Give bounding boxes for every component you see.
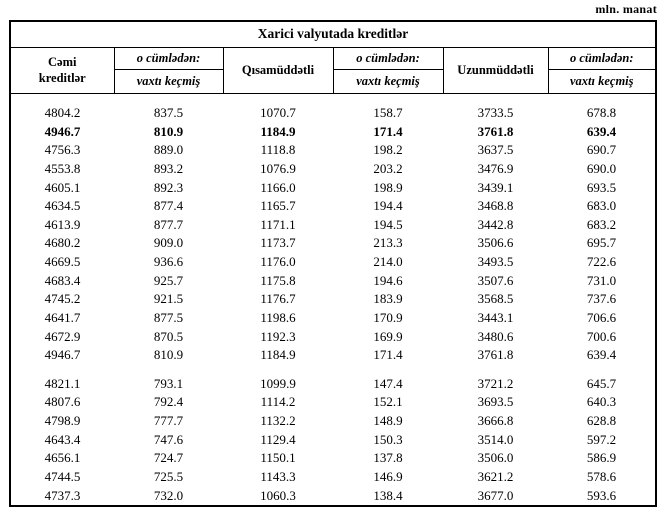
- table-cell: 747.6: [153, 431, 184, 447]
- table-cell: 4744.5: [44, 468, 81, 484]
- table-cell: 690.7: [586, 142, 617, 158]
- table-cell: 737.6: [586, 291, 617, 307]
- table-cell: 171.4: [373, 347, 403, 363]
- table-row: [11, 487, 655, 506]
- table-cell: 4804.2: [44, 105, 81, 120]
- table-cell: 4737.3: [44, 487, 81, 503]
- table-cell: 3476.9: [477, 160, 514, 176]
- table-cell: 628.8: [586, 413, 617, 428]
- table-row: [11, 393, 655, 412]
- table-cell: 4669.5: [44, 254, 81, 269]
- table-cell: 889.0: [153, 142, 184, 158]
- table-cell: 1184.9: [260, 123, 296, 139]
- column-header-overdue-2-top: o cümlədən:: [333, 48, 443, 70]
- table-cell: 3761.8: [477, 347, 514, 363]
- table-cell: 3621.2: [477, 468, 514, 484]
- table-row: [11, 141, 655, 160]
- table-cell: 214.0: [373, 254, 403, 269]
- table-cell: 4605.1: [44, 179, 81, 195]
- spacer-cell: [11, 94, 655, 104]
- spacer-cell: [11, 365, 655, 375]
- table-cell: 695.7: [586, 235, 617, 251]
- table-row: [11, 375, 655, 394]
- table-cell: 870.5: [153, 328, 184, 344]
- table-cell: 593.6: [586, 487, 617, 503]
- table-cell: 1132.2: [260, 413, 296, 428]
- column-header-longterm: Uzunmüddətli: [443, 48, 548, 93]
- table-cell: 4613.9: [44, 216, 81, 232]
- table-cell: 1176.7: [260, 291, 296, 307]
- column-header-total: [11, 48, 114, 93]
- table-cell: 1129.4: [260, 431, 296, 447]
- table-cell: 3693.5: [477, 394, 514, 410]
- table-cell: 170.9: [373, 309, 403, 325]
- table-cell: 3480.6: [477, 328, 514, 344]
- table-cell: 3439.1: [477, 179, 514, 195]
- column-header-overdue-1-bot: vaxtı keçmiş: [114, 70, 223, 94]
- table-cell: 198.2: [373, 142, 403, 158]
- table-cell: 1198.6: [260, 309, 296, 325]
- column-header-overdue-1-top: o cümlədən:: [114, 48, 223, 70]
- table-row: [11, 309, 655, 328]
- table-cell: 4756.3: [44, 142, 81, 158]
- table-row: [11, 253, 655, 272]
- table-cell: 837.5: [153, 105, 184, 120]
- table-cell: 3507.6: [477, 272, 514, 288]
- table-row: [11, 197, 655, 216]
- header-table: [11, 48, 655, 93]
- table-cell: 578.6: [586, 468, 617, 484]
- table-cell: 1118.8: [260, 142, 296, 158]
- table-cell: 152.1: [373, 394, 403, 410]
- table-cell: 732.0: [153, 487, 184, 503]
- table-cell: 690.0: [586, 160, 617, 176]
- table-cell: 3506.6: [477, 235, 514, 251]
- table-cell: 1076.9: [260, 160, 296, 176]
- table-cell: 678.8: [586, 105, 617, 120]
- table-cell: 1150.1: [260, 450, 296, 466]
- table-cell: 909.0: [153, 235, 184, 251]
- table-cell: 1060.3: [260, 487, 296, 503]
- table-cell: 725.5: [153, 468, 184, 484]
- table-cell: 4745.2: [44, 291, 81, 307]
- table-cell: 203.2: [373, 160, 403, 176]
- table-cell: 3637.5: [477, 142, 514, 158]
- table-row: [11, 179, 655, 198]
- table-cell: 4680.2: [44, 235, 81, 251]
- column-header-total-line1: Cəmi: [48, 54, 77, 69]
- table-cell: 148.9: [373, 413, 403, 428]
- column-header-shortterm: Qısamüddətli: [223, 48, 333, 93]
- table-cell: 586.9: [586, 450, 617, 466]
- table-row: [11, 449, 655, 468]
- table-cell: 4643.4: [44, 431, 81, 447]
- table-cell: 724.7: [153, 450, 184, 466]
- table-header: [11, 48, 655, 94]
- table-cell: 3568.5: [477, 291, 514, 307]
- table-cell: 925.7: [153, 272, 184, 288]
- table-cell: 1165.7: [260, 198, 296, 214]
- table-row: [11, 346, 655, 365]
- table-cell: 4946.7: [44, 123, 81, 139]
- table-cell: 147.4: [373, 375, 403, 391]
- table-row: [11, 123, 655, 142]
- table-cell: 1184.9: [260, 347, 296, 363]
- table-cell: 1176.0: [260, 254, 296, 269]
- table-cell: 1143.3: [260, 468, 296, 484]
- table-cell: 792.4: [153, 394, 184, 410]
- table-cell: 3514.0: [477, 431, 514, 447]
- table-cell: 722.6: [586, 254, 617, 269]
- table-cell: 1114.2: [260, 394, 296, 410]
- table-cell: 936.6: [153, 254, 184, 269]
- table-cell: 3442.8: [477, 216, 514, 232]
- credits-table: [9, 20, 657, 507]
- table-row: [11, 104, 655, 123]
- table-row: [11, 412, 655, 431]
- table-cell: 146.9: [373, 468, 403, 484]
- table-cell: 921.5: [153, 291, 184, 307]
- table-cell: 3733.5: [477, 105, 514, 120]
- table-cell: 810.9: [153, 123, 184, 139]
- table-cell: 194.5: [373, 216, 403, 232]
- table-row: [11, 234, 655, 253]
- table-cell: 3721.2: [477, 375, 514, 391]
- table-cell: 4807.6: [44, 394, 81, 410]
- table-cell: 183.9: [373, 291, 403, 307]
- table-cell: 1171.1: [260, 216, 296, 232]
- table-cell: 4634.5: [44, 198, 81, 214]
- table-row: [11, 468, 655, 487]
- column-header-total-line2: kreditlər: [38, 70, 86, 85]
- table-cell: 1175.8: [260, 272, 296, 288]
- table-cell: 4641.7: [44, 309, 81, 325]
- column-header-overdue-3-bot: vaxtı keçmiş: [569, 74, 634, 88]
- table-cell: 138.4: [373, 487, 403, 503]
- table-cell: 1166.0: [260, 179, 296, 195]
- table-cell: 683.2: [586, 216, 617, 232]
- table-row-spacer: [11, 94, 655, 104]
- table-cell: 706.6: [586, 309, 617, 325]
- table-cell: 4798.9: [44, 413, 81, 428]
- table-cell: 171.4: [373, 123, 403, 139]
- table-cell: 639.4: [586, 347, 617, 363]
- table-cell: 3443.1: [477, 309, 514, 325]
- table-body: [11, 94, 655, 505]
- table-cell: 4683.4: [44, 272, 81, 288]
- table-cell: 3468.8: [477, 198, 514, 214]
- column-header-overdue-3-top: o cümlədən:: [548, 48, 655, 70]
- table-cell: 731.0: [586, 272, 617, 288]
- table-row: [11, 160, 655, 179]
- table-cell: 639.4: [586, 123, 617, 139]
- table-cell: 893.2: [153, 160, 184, 176]
- table-cell: 194.6: [373, 272, 403, 288]
- table-cell: 169.9: [373, 328, 403, 344]
- unit-note: mln. manat: [595, 2, 657, 16]
- table-cell: 777.7: [153, 413, 184, 428]
- table-cell: 137.8: [373, 450, 403, 466]
- table-cell: 597.2: [586, 431, 617, 447]
- table-cell: 4656.1: [44, 450, 81, 466]
- table-row: [11, 290, 655, 309]
- table-cell: 640.3: [586, 394, 617, 410]
- table-cell: 150.3: [373, 431, 403, 447]
- table-cell: 4821.1: [44, 375, 81, 391]
- table-cell: 1070.7: [260, 105, 296, 120]
- table-title: Xarici valyutada kreditlər: [11, 22, 655, 48]
- table-cell: 213.3: [373, 235, 403, 251]
- table-cell: 158.7: [373, 105, 403, 120]
- table-cell: 1173.7: [260, 235, 296, 251]
- table-cell: 3493.5: [477, 254, 514, 269]
- table-cell: 877.7: [153, 216, 184, 232]
- table-cell: 3506.0: [477, 450, 514, 466]
- table-row: [11, 431, 655, 450]
- table-cell: 194.4: [373, 198, 403, 214]
- table-row-spacer: [11, 365, 655, 375]
- table-cell: 693.5: [586, 179, 617, 195]
- table-cell: 700.6: [586, 328, 617, 344]
- table-cell: 683.0: [586, 198, 617, 214]
- table-cell: 4672.9: [44, 328, 81, 344]
- table-cell: 4553.8: [44, 160, 81, 176]
- table-cell: 877.5: [153, 309, 184, 325]
- table-cell: 1099.9: [260, 375, 296, 391]
- table-cell: 892.3: [153, 179, 184, 195]
- column-header-overdue-2-bot: vaxtı keçmiş: [333, 70, 443, 94]
- table-cell: 4946.7: [44, 347, 81, 363]
- table-cell: 3677.0: [477, 487, 514, 503]
- table-cell: 3666.8: [477, 413, 514, 428]
- table-cell: 793.1: [153, 375, 184, 391]
- table-row: [11, 216, 655, 235]
- table-cell: 810.9: [153, 347, 184, 363]
- table-row: [11, 328, 655, 347]
- table-row: [11, 272, 655, 291]
- table-cell: 877.4: [153, 198, 184, 214]
- table-cell: 198.9: [373, 179, 403, 195]
- table-cell: 3761.8: [477, 123, 514, 139]
- table-cell: 1192.3: [260, 328, 296, 344]
- table-cell: 645.7: [586, 375, 617, 391]
